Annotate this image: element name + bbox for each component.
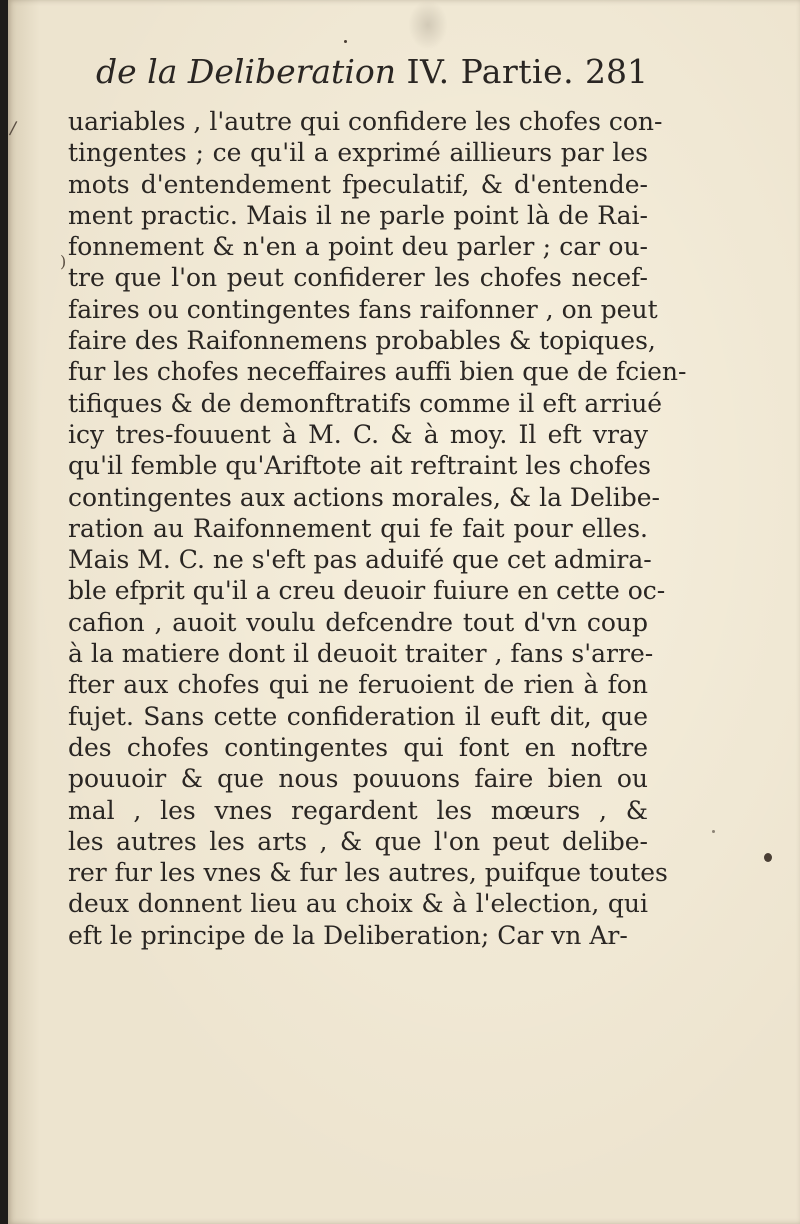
text-line: deux donnent lieu au choix & à l'election, qui (68, 889, 648, 919)
page-text (68, 50, 687, 951)
text-line: à la matiere dont il deuoit traiter , fans s'arre- (68, 639, 654, 669)
page-number: 281 (585, 52, 648, 91)
text-line: ration au Raifonnement qui fe fait pour elles. (68, 513, 648, 543)
text-line: icy tres-fouuent à M. C. & à moy. Il eft vray (68, 419, 648, 449)
running-title (96, 50, 574, 94)
book-page (8, 0, 800, 1224)
text-line: fter aux chofes qui ne feruoient de rien à fon (68, 670, 648, 700)
ink-speck (764, 853, 772, 862)
text-line: eft le principe de la Deliberation; Car vn Ar- (68, 920, 628, 950)
text-line: faire des Raifonnemens probables & topiques, (68, 326, 656, 356)
margin-dot-mark: ) (60, 252, 67, 271)
text-line: ble efprit qu'il a creu deuoir fuiure en cette oc- (68, 576, 666, 606)
text-line: mots d'entendement fpeculatif, & d'entende- (68, 169, 648, 199)
running-title-part: IV. Partie. (406, 52, 575, 91)
text-line: cafion , auoit voulu defcendre tout d'vn coup (68, 607, 648, 637)
text-line: tingentes ; ce qu'il a exprimé aillieurs par les (68, 138, 648, 168)
ink-bleed-stain (408, 0, 448, 50)
text-line: rer fur les vnes & fur les autres, puifque toutes (68, 858, 668, 888)
text-line: uariables , l'autre qui confidere les chofes con- (68, 107, 663, 136)
running-title-italic: de la Deliberation (96, 52, 396, 91)
text-line: les autres les arts , & que l'on peut delibe- (68, 826, 648, 856)
ink-speck-faint (712, 830, 715, 833)
text-line: ment practic. Mais il ne parle point là de Rai- (68, 200, 648, 230)
text-line: mal , les vnes regardent les mœurs , & (68, 795, 648, 825)
text-line: contingentes aux actions morales, & la Delibe- (68, 482, 660, 512)
text-line: fujet. Sans cette confideration il euft dit, que (68, 701, 648, 731)
running-header (96, 50, 648, 94)
text-line: faires ou contingentes fans raifonner , on peut (68, 294, 658, 324)
text-line: tre que l'on peut confiderer les chofes necef- (68, 263, 648, 293)
text-line: fur les chofes neceffaires auffi bien que de fcien- (68, 357, 687, 387)
text-line: qu'il femble qu'Ariftote ait reftraint les chofes (68, 451, 652, 481)
ink-speck-small (344, 40, 347, 43)
text-line: pouuoir & que nous pouuons faire bien ou (68, 764, 648, 794)
body-paragraph (68, 106, 687, 951)
margin-tick-mark: / (8, 117, 18, 140)
text-line: fonnement & n'en a point deu parler ; car ou- (68, 232, 648, 262)
text-line: des chofes contingentes qui font en noftre (68, 732, 648, 762)
text-line: tifiques & de demonftratifs comme il eft arriué (68, 388, 663, 418)
text-line: Mais M. C. ne s'eft pas aduifé que cet admira- (68, 545, 652, 575)
